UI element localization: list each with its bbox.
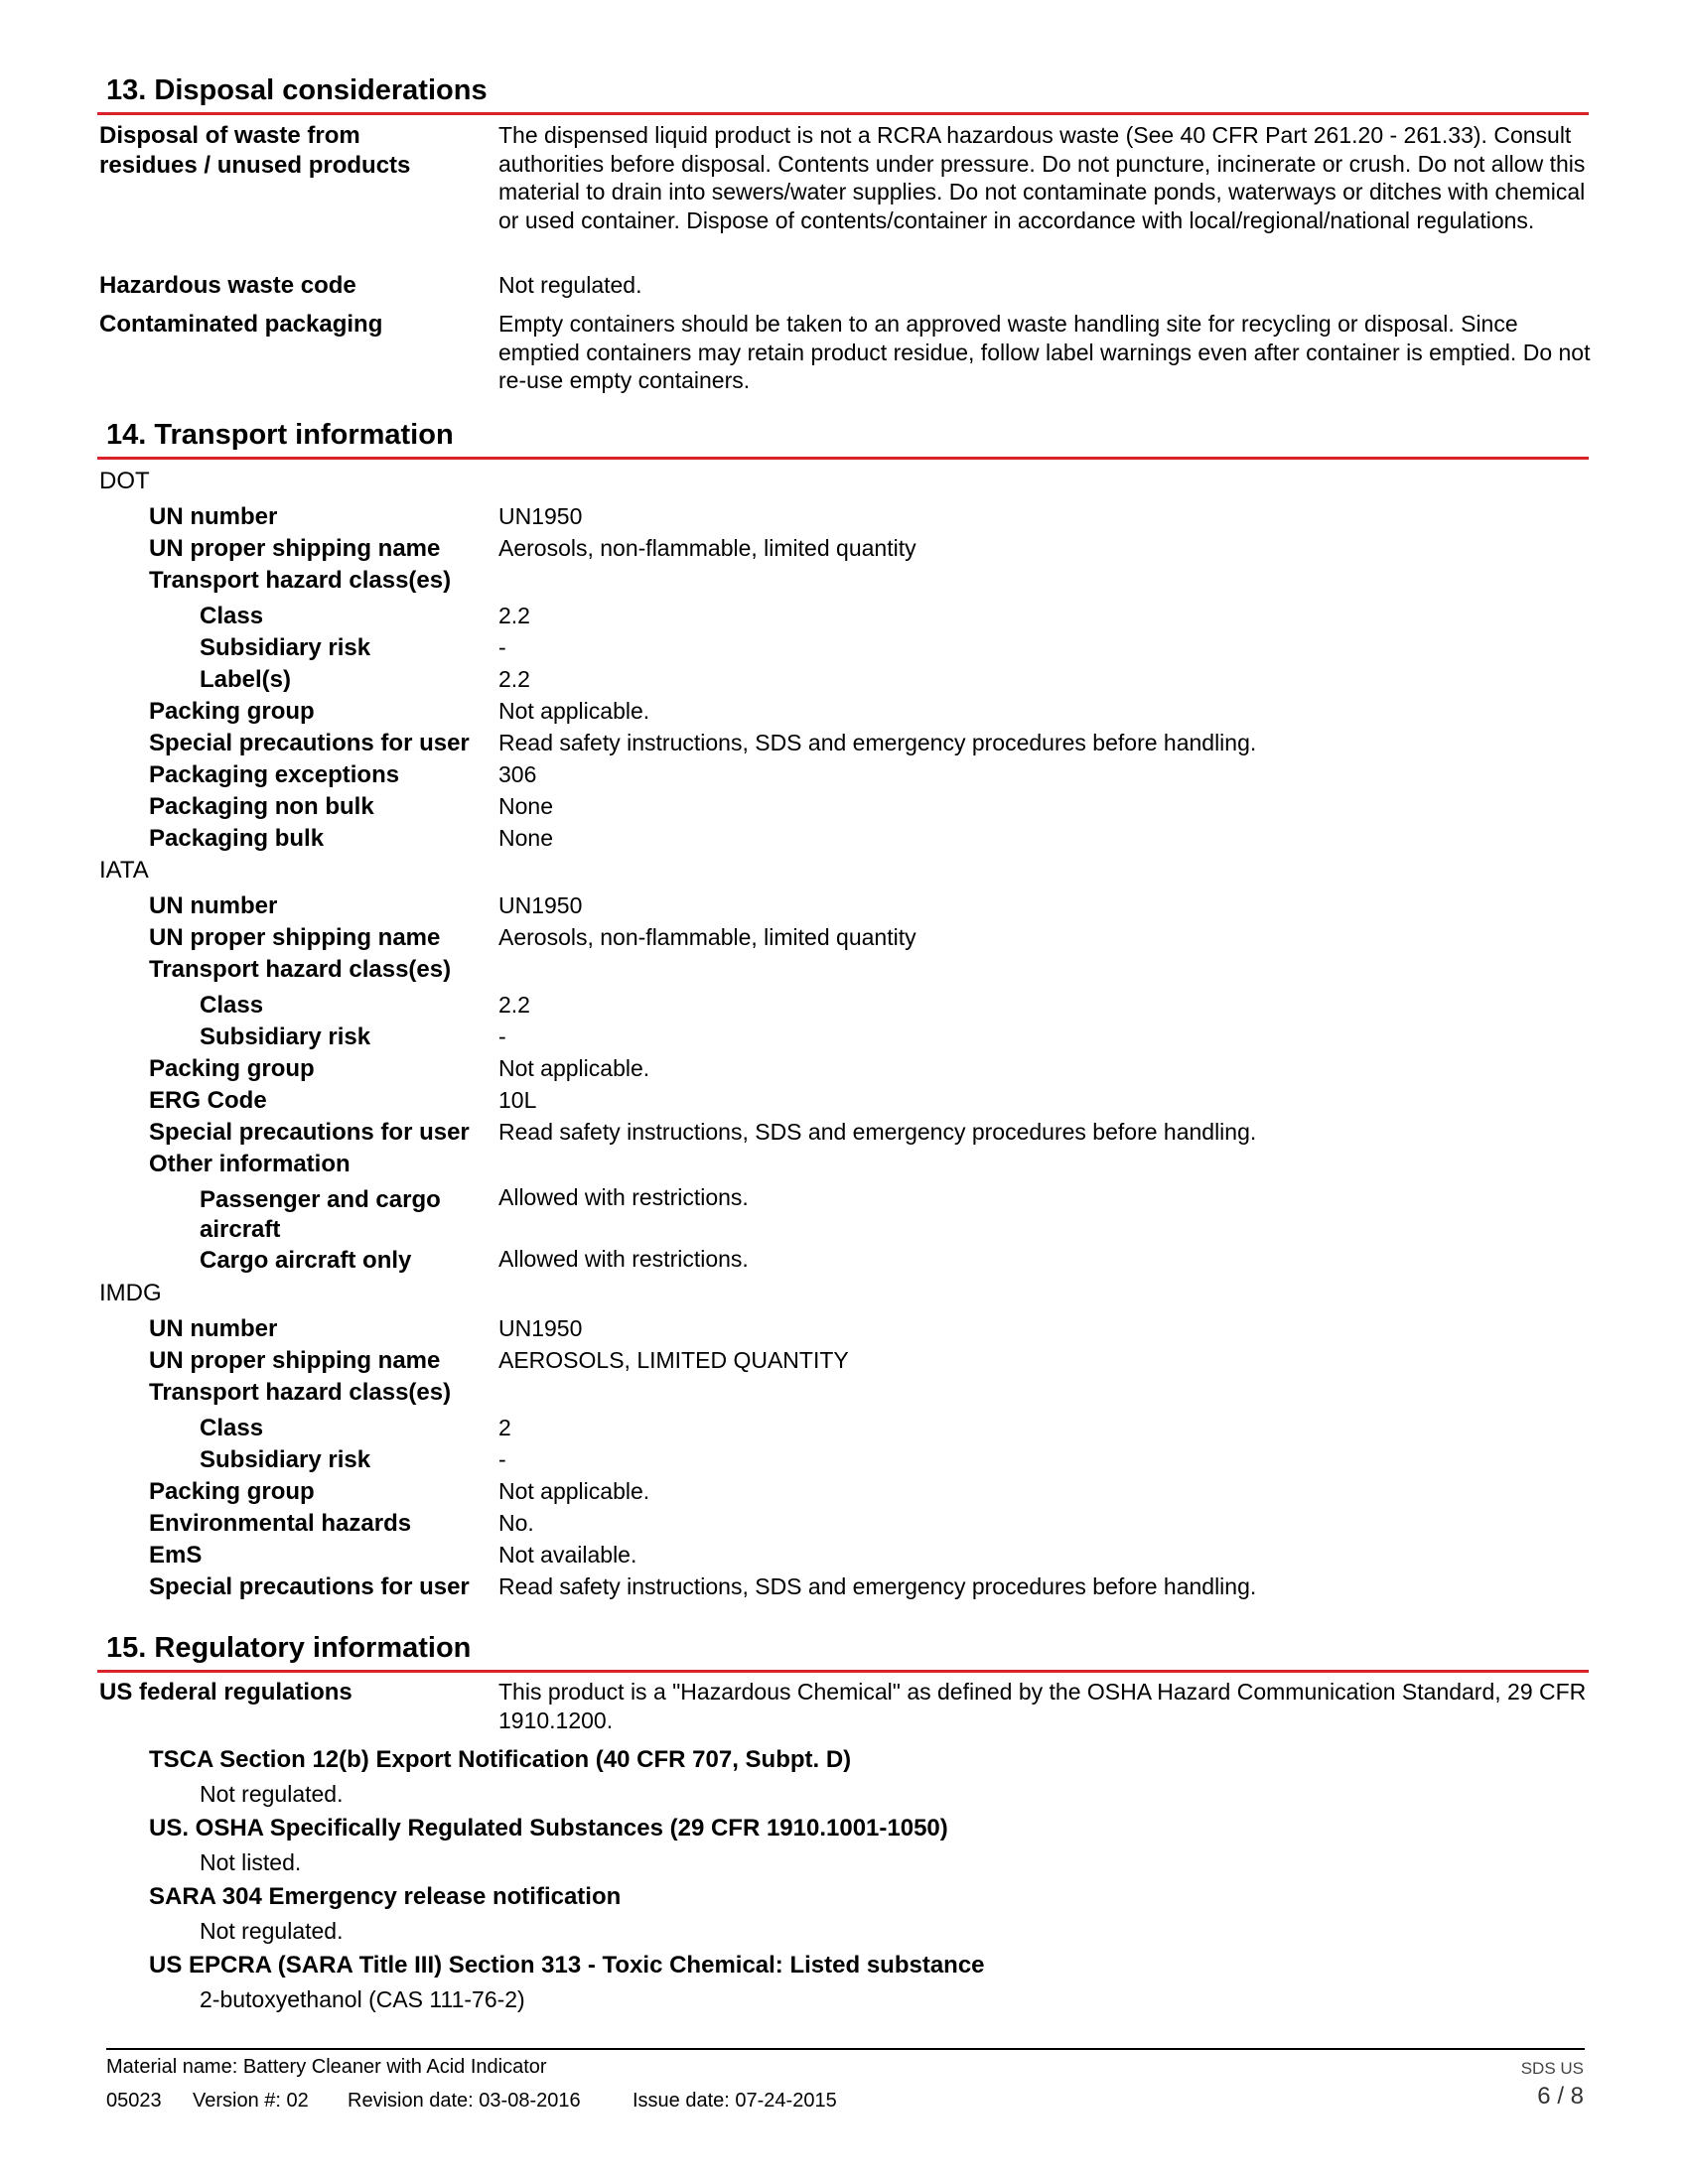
iata-class-value: 2.2 xyxy=(498,992,530,1018)
dot-labels-label: Label(s) xyxy=(200,666,292,693)
dot-special-precautions-label: Special precautions for user xyxy=(149,730,470,756)
footer-page-number: 6 / 8 xyxy=(1537,2083,1584,2110)
section-13-rule xyxy=(97,112,1589,115)
footer-version: Version #: 02 xyxy=(193,2090,309,2112)
iata-subsidiary-risk-label: Subsidiary risk xyxy=(200,1024,371,1050)
dot-packaging-exceptions-value: 306 xyxy=(498,761,537,787)
epcra-heading: US EPCRA (SARA Title III) Section 313 - Toxic Chemical: Listed substance xyxy=(149,1952,985,1979)
dot-class-label: Class xyxy=(200,603,264,629)
dot-class-value: 2.2 xyxy=(498,603,530,628)
dot-shipping-name-label: UN proper shipping name xyxy=(149,535,441,562)
imdg-env-hazards-value: No. xyxy=(498,1510,534,1536)
footer-product-code: 05023 xyxy=(106,2090,162,2112)
iata-shipping-name-label: UN proper shipping name xyxy=(149,924,441,951)
footer-material-name: Material name: Battery Cleaner with Acid Indicator xyxy=(106,2056,547,2078)
dot-packaging-non-bulk-label: Packaging non bulk xyxy=(149,793,374,820)
iata-passenger-cargo-label: Passenger and cargo aircraft xyxy=(200,1186,441,1243)
imdg-ems-value: Not available. xyxy=(498,1542,637,1568)
dot-packaging-bulk-label: Packaging bulk xyxy=(149,825,325,852)
imdg-special-precautions-value: Read safety instructions, SDS and emergency procedures before handling. xyxy=(498,1573,1257,1599)
imdg-heading: IMDG xyxy=(99,1280,162,1306)
dot-hazard-class-label: Transport hazard class(es) xyxy=(149,567,452,594)
dot-packaging-bulk-value: None xyxy=(498,825,553,851)
dot-packaging-non-bulk-value: None xyxy=(498,793,553,819)
imdg-class-label: Class xyxy=(200,1415,264,1441)
section-14-rule xyxy=(97,457,1589,460)
imdg-hazard-class-label: Transport hazard class(es) xyxy=(149,1379,452,1406)
iata-erg-code-label: ERG Code xyxy=(149,1087,267,1114)
iata-passenger-cargo-value: Allowed with restrictions. xyxy=(498,1184,749,1210)
iata-un-number-value: UN1950 xyxy=(498,892,583,918)
iata-un-number-label: UN number xyxy=(149,892,278,919)
section-15-title: 15. Regulatory information xyxy=(106,1632,472,1664)
dot-packing-group-label: Packing group xyxy=(149,698,315,725)
contaminated-packaging-value: Empty containers should be taken to an approved waste handling site for recycling or disposal. Since emptied containers may retain product residue, follow label warnings even after container is emptied. Do not re-use empty containers. xyxy=(498,311,1591,393)
osha-heading: US. OSHA Specifically Regulated Substances (29 CFR 1910.1001-1050) xyxy=(149,1815,948,1842)
imdg-packing-group-value: Not applicable. xyxy=(498,1478,650,1504)
imdg-un-number-value: UN1950 xyxy=(498,1315,583,1341)
section-15-rule xyxy=(97,1670,1589,1673)
imdg-subsidiary-risk-label: Subsidiary risk xyxy=(200,1446,371,1473)
dot-special-precautions-value: Read safety instructions, SDS and emergency procedures before handling. xyxy=(498,730,1257,755)
imdg-ems-label: EmS xyxy=(149,1542,203,1569)
osha-value: Not listed. xyxy=(200,1849,302,1875)
dot-subsidiary-risk-label: Subsidiary risk xyxy=(200,634,371,661)
iata-shipping-name-value: Aerosols, non-flammable, limited quantity xyxy=(498,924,916,950)
sara-304-heading: SARA 304 Emergency release notification xyxy=(149,1883,622,1910)
disposal-waste-label: Disposal of waste from residues / unused products xyxy=(99,122,411,179)
footer-issue-date: Issue date: 07-24-2015 xyxy=(633,2090,837,2112)
dot-subsidiary-risk-value: - xyxy=(498,634,506,660)
dot-labels-value: 2.2 xyxy=(498,666,530,692)
disposal-waste-value: The dispensed liquid product is not a RCRA hazardous waste (See 40 CFR Part 261.20 - 261.33). Consult authorities before disposal. Contents under pressure. Do not puncture, incinerate or crush. Do not allow this material to drain into sewers/water supplies. Do not contaminate ponds, waterways or ditches with chemical or used container. Dispose of contents/container in accordance with local/regional/national regulations. xyxy=(498,122,1586,233)
imdg-shipping-name-label: UN proper shipping name xyxy=(149,1347,441,1374)
iata-hazard-class-label: Transport hazard class(es) xyxy=(149,956,452,983)
section-14-title: 14. Transport information xyxy=(106,419,454,451)
iata-subsidiary-risk-value: - xyxy=(498,1024,506,1049)
us-federal-regulations-value: This product is a "Hazardous Chemical" as defined by the OSHA Hazard Communication Standard, 29 CFR 1910.1200. xyxy=(498,1679,1587,1733)
iata-cargo-only-value: Allowed with restrictions. xyxy=(498,1246,749,1272)
footer-rule xyxy=(106,2048,1585,2050)
dot-un-number-value: UN1950 xyxy=(498,503,583,529)
imdg-special-precautions-label: Special precautions for user xyxy=(149,1573,470,1600)
imdg-subsidiary-risk-value: - xyxy=(498,1446,506,1472)
iata-class-label: Class xyxy=(200,992,264,1019)
tsca-value: Not regulated. xyxy=(200,1781,344,1807)
iata-packing-group-value: Not applicable. xyxy=(498,1055,650,1081)
contaminated-packaging-label: Contaminated packaging xyxy=(99,311,383,338)
iata-erg-code-value: 10L xyxy=(498,1087,537,1113)
imdg-un-number-label: UN number xyxy=(149,1315,278,1342)
hazardous-waste-code-value: Not regulated. xyxy=(498,272,642,298)
dot-un-number-label: UN number xyxy=(149,503,278,530)
imdg-packing-group-label: Packing group xyxy=(149,1478,315,1505)
dot-shipping-name-value: Aerosols, non-flammable, limited quantity xyxy=(498,535,916,561)
iata-other-info-label: Other information xyxy=(149,1151,351,1177)
imdg-env-hazards-label: Environmental hazards xyxy=(149,1510,412,1537)
iata-special-precautions-label: Special precautions for user xyxy=(149,1119,470,1146)
us-federal-regulations-label: US federal regulations xyxy=(99,1679,352,1706)
imdg-class-value: 2 xyxy=(498,1415,511,1440)
footer-sds-label: SDS US xyxy=(1520,2059,1584,2078)
dot-packing-group-value: Not applicable. xyxy=(498,698,650,724)
footer-revision-date: Revision date: 03-08-2016 xyxy=(348,2090,581,2112)
section-13-title: 13. Disposal considerations xyxy=(106,74,488,106)
tsca-heading: TSCA Section 12(b) Export Notification (40 CFR 707, Subpt. D) xyxy=(149,1746,852,1773)
hazardous-waste-code-label: Hazardous waste code xyxy=(99,272,356,299)
imdg-shipping-name-value: AEROSOLS, LIMITED QUANTITY xyxy=(498,1347,849,1373)
iata-special-precautions-value: Read safety instructions, SDS and emergency procedures before handling. xyxy=(498,1119,1257,1145)
iata-cargo-only-label: Cargo aircraft only xyxy=(200,1247,412,1274)
dot-packaging-exceptions-label: Packaging exceptions xyxy=(149,761,400,788)
iata-packing-group-label: Packing group xyxy=(149,1055,315,1082)
iata-heading: IATA xyxy=(99,857,149,884)
sara-304-value: Not regulated. xyxy=(200,1918,344,1944)
epcra-value: 2-butoxyethanol (CAS 111-76-2) xyxy=(200,1986,525,2012)
dot-heading: DOT xyxy=(99,468,150,494)
